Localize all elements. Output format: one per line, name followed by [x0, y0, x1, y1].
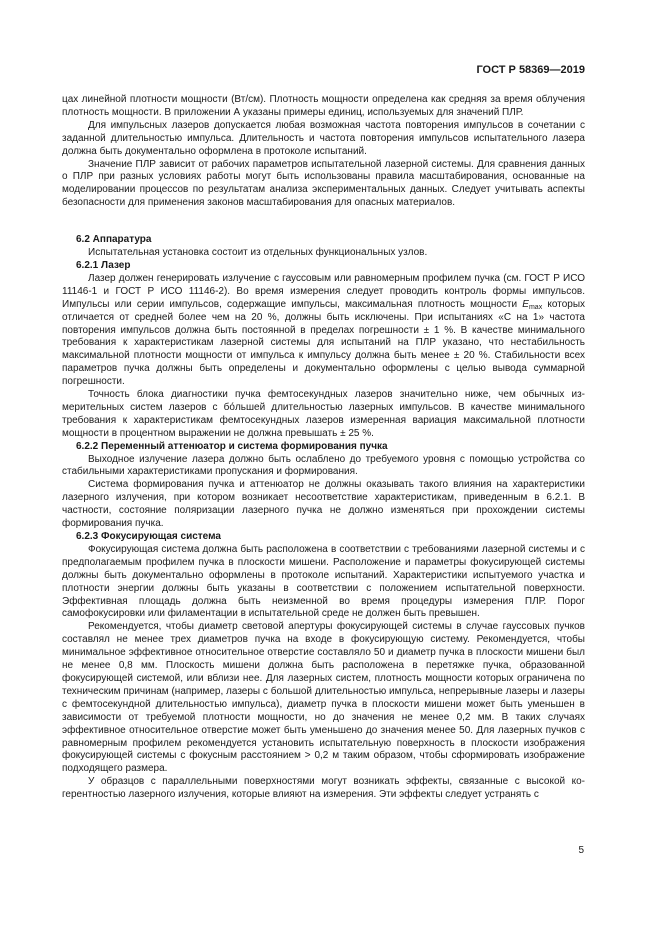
paragraph: Значение ПЛР зависит от рабочих параметров испытательной лазерной системы. Для сравнения данных о ПЛР при разных условиях работы могут быть использованы правила масштабирования, основанные на моделировании процессов по результатам анализа экспериментальных данных. Следует учитывать аспекты безопасности для применения законов масштабирования для опасных материалов. — [62, 158, 585, 209]
paragraph: Рекомендуется, чтобы диаметр световой апертуры фокусирующей системы в случае гауссовых пучков составлял не менее трех диаметров пучка на входе в фокусирующую систему. Рекомендуется, чтобы минимальное эффективное относительное отверстие составляло 50 и диаметр пучка в плоскости мишени был не менее 0,8 мм. Плоскость мишени должна быть расположена в перетяжке пучка, образованной фокусирующей системой, или вблизи нее. Для лазерных систем, плотность мощности которых ограничена по техническим причинам (например, лазеры с большой длительностью импульса, непрерывные лазеры и лазеры с фемтосекундной длительностью импульса), диаметр пучка в плоскости мишени может быть уменьшен в зависимости от требуемой плотности мощности, но до значения не менее 0,2 мм. В таких случаях эффективное относительное отверстие может быть уменьшено до значения менее 50. Для лазерных пучков с равномерным профилем рекомендуется установить испытательную поверхность в плоскости изображения фокусирующей системы с фокусным расстоянием > 0,2 м таким образом, чтобы сформировать изображение подходящего размера. — [62, 621, 585, 775]
subsection-heading: 6.2.3 Фокусирующая система — [76, 531, 221, 542]
paragraph: Испытательная установка состоит из отдельных функциональных узлов. — [88, 247, 428, 259]
paragraph: Точность блока диагностики пучка фемтосекундных лазеров значительно ниже, чем обычных измерительных систем лазеров с бо́льшей длительностью лазерных импульсов. В качестве минимального требования к характеристикам фемтосекундных лазеров измеренная вариация максимальной плотности мощности в процентном выражении не должна превышать ± 25 %. — [62, 389, 585, 439]
paragraph: У образцов с параллельными поверхностями могут возникать эффекты, связанные с высокой когерентностью лазерного излучения, которые влияют на измерения. Эти эффекты следует устранять с — [62, 776, 585, 801]
subsection-heading: 6.2.1 Лазер — [76, 259, 131, 271]
paragraph-text: которых отличается от средней более чем на 20 %, должны быть исключены. При испытаниях «С на 1» частота повторения импульсов должна быть постоянной в пределах погрешности ± 1 %. В качестве минимального требования к характеристикам лазерной системы для испытаний на ПЛР указано, что нестабильность максимальной плотности мощности от импульса к импульсу должна быть менее ± 20 %. Стабильности всех параметров пучка должны быть определены и документально оформлены с целью вывода суммарной погрешности. — [62, 298, 586, 388]
paragraph: Фокусирующая система должна быть расположена в соответствии с требованиями лазерной системы и с предполагаемым профилем пучка в плоскости мишени. Расположение и параметры фокусирующей системы должны быть документально оформлены в протоколе испытаний. Характеристики испытуемого участка и плотности энергии должны быть указаны в соответствии с положением испытательной поверхности. Эффективная площадь должна быть неизменной во время процедуры измерения ПЛР. Порог самофокусировки или филаментации в испытательной среде не должен быть превышен. — [62, 543, 585, 620]
paragraph: Для импульсных лазеров допускается любая возможная частота повторения импульсов в сочетании с заданной длительностью импульса. Длительность и частота повторения импульсов испытательного лазера должна быть документально оформлена в протоколе испытаний. — [62, 119, 585, 157]
section-heading: 6.2 Аппаратура — [76, 234, 152, 246]
paragraph: Выходное излучение лазера должно быть ослаблено до требуемого уровня с помощью устройства со стабильными характеристиками пропускания и формирования. — [62, 453, 585, 478]
paragraph-continuation: цах линейной плотности мощности (Вт/см). Плотность мощности определена как средняя за время облучения плотность мощности. В приложении А указаны примеры единиц, используемых для значений ПЛР. — [62, 94, 585, 118]
page-header: ГОСТ Р 58369—2019 — [476, 64, 585, 76]
paragraph-text: Лазер должен генерировать излучение с гауссовым или равномерным профилем пучка (см. ГОСТ Р ИСО 11146-1 и ГОСТ Р ИСО 11146-2). Во время измерения следует проводить контроль формы импульсов. Импульсы или серии импульсов, содержащие импульсы, максимальная плотность мощности — [62, 272, 585, 310]
document-body — [62, 94, 585, 802]
subsection-heading: 6.2.2 Переменный аттенюатор и система формирования пучка — [76, 440, 388, 452]
symbol-e: E — [522, 298, 529, 310]
paragraph — [62, 273, 585, 389]
page-number: 5 — [578, 845, 584, 856]
paragraph: Система формирования пучка и аттенюатор не должны оказывать такого влияния на характеристики лазерного излучения, при котором возникает несоответствие характеристикам, приведенным в 6.2.1. В частности, состояние поляризации лазерного пучка не должно изменяться при прохождении системы формирования пучка. — [62, 479, 585, 530]
symbol-subscript: max — [528, 303, 543, 311]
